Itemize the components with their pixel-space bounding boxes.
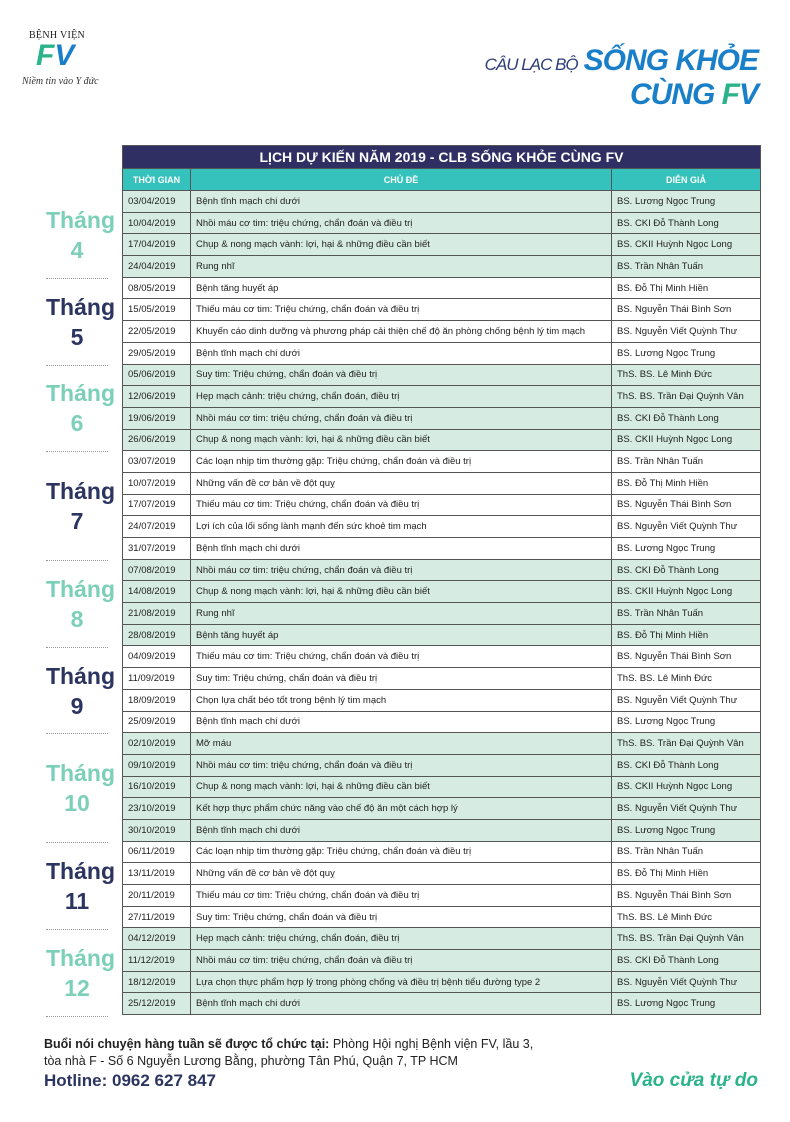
cell-topic: Rung nhĩ	[191, 603, 612, 625]
table-row	[123, 624, 761, 646]
table-row	[123, 256, 761, 278]
table-row	[123, 581, 761, 603]
cell-topic: Các loạn nhịp tim thường gặp: Triệu chứng, chẩn đoán và điều trị	[191, 451, 612, 473]
table-row	[123, 646, 761, 668]
cell-date: 17/07/2019	[123, 494, 191, 516]
cell-date: 12/06/2019	[123, 386, 191, 408]
cell-speaker: BS. CKII Huỳnh Ngọc Long	[612, 581, 761, 603]
cell-speaker: BS. Lương Ngọc Trung	[612, 342, 761, 364]
cell-speaker: BS. Trần Nhân Tuấn	[612, 841, 761, 863]
cell-topic: Lợi ích của lối sống lành mạnh đến sức khoẻ tim mạch	[191, 516, 612, 538]
cell-speaker: BS. Lương Ngọc Trung	[612, 711, 761, 733]
cell-date: 17/04/2019	[123, 234, 191, 256]
cell-date: 21/08/2019	[123, 603, 191, 625]
cell-topic: Lựa chọn thực phẩm hợp lý trong phòng chống và điều trị bệnh tiểu đường type 2	[191, 971, 612, 993]
cell-date: 22/05/2019	[123, 321, 191, 343]
schedule-table	[122, 145, 761, 1015]
table-row	[123, 538, 761, 560]
cell-topic: Thiếu máu cơ tim: Triệu chứng, chẩn đoán và điều trị	[191, 299, 612, 321]
table-row	[123, 321, 761, 343]
month-label	[46, 734, 115, 843]
cell-date: 03/07/2019	[123, 451, 191, 473]
logo-hospital-text: BỆNH VIỆN	[28, 30, 86, 41]
cell-speaker: BS. Đỗ Thị Minh Hiền	[612, 472, 761, 494]
cell-topic: Bệnh tĩnh mạch chi dưới	[191, 538, 612, 560]
cell-date: 10/07/2019	[123, 472, 191, 494]
cell-speaker: BS. Lương Ngọc Trung	[612, 191, 761, 213]
cell-date: 26/06/2019	[123, 429, 191, 451]
table-row	[123, 342, 761, 364]
cell-date: 07/08/2019	[123, 559, 191, 581]
cell-topic: Những vấn đề cơ bản về đột quỵ	[191, 863, 612, 885]
cell-topic: Bệnh tĩnh mạch chi dưới	[191, 993, 612, 1015]
table-row	[123, 798, 761, 820]
cell-speaker: BS. Nguyễn Thái Bình Sơn	[612, 885, 761, 907]
cell-speaker: BS. CKI Đỗ Thành Long	[612, 212, 761, 234]
table-row	[123, 711, 761, 733]
venue-line1: Phòng Hội nghị Bệnh viện FV, lầu 3,	[329, 1037, 534, 1051]
club-brand-f: F	[721, 78, 739, 111]
cell-topic: Các loạn nhịp tim thường gặp: Triệu chứng, chẩn đoán và điều trị	[191, 841, 612, 863]
cell-speaker: BS. CKII Huỳnh Ngọc Long	[612, 776, 761, 798]
table-title: LỊCH DỰ KIẾN NĂM 2019 - CLB SỐNG KHỎE CÙNG FV	[123, 146, 761, 169]
cell-speaker: BS. Trần Nhân Tuấn	[612, 451, 761, 473]
cell-topic: Nhồi máu cơ tim: triệu chứng, chẩn đoán và điều trị	[191, 950, 612, 972]
month-number: 9	[70, 692, 84, 719]
cell-topic: Chụp & nong mạch vành: lợi, hại & những điều cần biết	[191, 776, 612, 798]
cell-topic: Chọn lựa chất béo tốt trong bệnh lý tim mạch	[191, 689, 612, 711]
cell-speaker: BS. Lương Ngọc Trung	[612, 819, 761, 841]
cell-date: 11/12/2019	[123, 950, 191, 972]
table-row	[123, 906, 761, 928]
month-number: 6	[70, 410, 84, 437]
table-row	[123, 754, 761, 776]
cell-speaker: BS. CKI Đỗ Thành Long	[612, 559, 761, 581]
cell-topic: Suy tim: Triệu chứng, chẩn đoán và điều trị	[191, 668, 612, 690]
cell-speaker: BS. Đỗ Thị Minh Hiền	[612, 624, 761, 646]
table-row	[123, 494, 761, 516]
header-topic: CHỦ ĐỀ	[191, 169, 612, 191]
table-row	[123, 299, 761, 321]
month-label	[46, 279, 115, 366]
table-row	[123, 429, 761, 451]
cell-date: 06/11/2019	[123, 841, 191, 863]
cell-topic: Chụp & nong mạch vành: lợi, hại & những điều cần biết	[191, 581, 612, 603]
table-row	[123, 386, 761, 408]
cell-speaker: ThS. BS. Trần Đại Quỳnh Vân	[612, 928, 761, 950]
cell-topic: Thiếu máu cơ tim: Triệu chứng, chẩn đoán và điều trị	[191, 885, 612, 907]
month-word: Tháng	[46, 478, 115, 505]
table-row	[123, 668, 761, 690]
month-labels	[30, 192, 122, 1017]
cell-speaker: ThS. BS. Trần Đại Quỳnh Vân	[612, 386, 761, 408]
table-row	[123, 689, 761, 711]
club-title	[485, 44, 758, 112]
cell-speaker: BS. Lương Ngọc Trung	[612, 993, 761, 1015]
cell-speaker: BS. Trần Nhân Tuấn	[612, 603, 761, 625]
cell-topic: Chụp & nong mạch vành: lợi, hại & những điều cần biết	[191, 429, 612, 451]
cell-date: 25/09/2019	[123, 711, 191, 733]
cell-topic: Nhồi máu cơ tim: triệu chứng, chẩn đoán và điều trị	[191, 559, 612, 581]
cell-speaker: BS. CKI Đỗ Thành Long	[612, 950, 761, 972]
hotline: Hotline: 0962 627 847	[44, 1071, 216, 1090]
cell-speaker: ThS. BS. Trần Đại Quỳnh Vân	[612, 733, 761, 755]
cell-date: 16/10/2019	[123, 776, 191, 798]
cell-topic: Những vấn đề cơ bản về đột quỵ	[191, 472, 612, 494]
cell-date: 14/08/2019	[123, 581, 191, 603]
month-number: 10	[64, 790, 90, 817]
month-number: 4	[70, 236, 84, 263]
cell-date: 31/07/2019	[123, 538, 191, 560]
month-label	[46, 843, 115, 930]
cell-date: 04/12/2019	[123, 928, 191, 950]
table-row	[123, 950, 761, 972]
month-number: 8	[70, 605, 84, 632]
cell-speaker: BS. CKII Huỳnh Ngọc Long	[612, 429, 761, 451]
cell-speaker: BS. Trần Nhân Tuấn	[612, 256, 761, 278]
club-brand-v: V	[738, 78, 758, 111]
table-row	[123, 885, 761, 907]
cell-topic: Suy tim: Triệu chứng, chẩn đoán và điều trị	[191, 906, 612, 928]
cell-topic: Chụp & nong mạch vành: lợi, hại & những điều cần biết	[191, 234, 612, 256]
table-row	[123, 863, 761, 885]
month-label	[46, 561, 115, 648]
cell-date: 25/12/2019	[123, 993, 191, 1015]
month-number: 7	[70, 508, 84, 535]
cell-date: 24/07/2019	[123, 516, 191, 538]
cell-speaker: ThS. BS. Lê Minh Đức	[612, 906, 761, 928]
month-word: Tháng	[46, 944, 115, 971]
cell-topic: Nhồi máu cơ tim: triệu chứng, chẩn đoán và điều trị	[191, 754, 612, 776]
month-word: Tháng	[46, 206, 115, 233]
table-row	[123, 191, 761, 213]
cell-speaker: BS. Đỗ Thị Minh Hiền	[612, 863, 761, 885]
cell-topic: Thiếu máu cơ tim: Triệu chứng, chẩn đoán và điều trị	[191, 646, 612, 668]
cell-speaker: BS. Đỗ Thị Minh Hiền	[612, 277, 761, 299]
month-number: 5	[70, 323, 84, 350]
cell-topic: Kết hợp thực phẩm chức năng vào chế độ ăn một cách hợp lý	[191, 798, 612, 820]
cell-date: 10/04/2019	[123, 212, 191, 234]
cell-date: 11/09/2019	[123, 668, 191, 690]
month-number: 12	[64, 974, 90, 1001]
cell-speaker: BS. CKII Huỳnh Ngọc Long	[612, 234, 761, 256]
table-row	[123, 407, 761, 429]
cell-speaker: BS. Nguyễn Viết Quỳnh Thư	[612, 798, 761, 820]
cell-date: 09/10/2019	[123, 754, 191, 776]
logo-brand	[36, 39, 122, 72]
club-line2	[485, 78, 758, 112]
cell-speaker: ThS. BS. Lê Minh Đức	[612, 668, 761, 690]
club-prefix: CÂU LẠC BỘ	[484, 55, 578, 74]
month-word: Tháng	[46, 380, 115, 407]
cell-topic: Bệnh tĩnh mạch chi dưới	[191, 711, 612, 733]
table-row	[123, 993, 761, 1015]
table-row	[123, 819, 761, 841]
cell-speaker: BS. Nguyễn Viết Quỳnh Thư	[612, 689, 761, 711]
cell-date: 23/10/2019	[123, 798, 191, 820]
cell-date: 27/11/2019	[123, 906, 191, 928]
cell-speaker: BS. CKI Đỗ Thành Long	[612, 754, 761, 776]
cell-speaker: BS. Nguyễn Viết Quỳnh Thư	[612, 971, 761, 993]
header-time: THỜI GIAN	[123, 169, 191, 191]
cell-topic: Rung nhĩ	[191, 256, 612, 278]
cell-speaker: BS. Nguyễn Thái Bình Sơn	[612, 299, 761, 321]
cell-date: 08/05/2019	[123, 277, 191, 299]
table-row	[123, 516, 761, 538]
club-line1: SỐNG KHỎE	[583, 44, 758, 77]
logo-slogan: Niềm tin vào Y đức	[22, 76, 99, 87]
table-row	[123, 928, 761, 950]
month-word: Tháng	[46, 662, 115, 689]
table-row	[123, 776, 761, 798]
cell-topic: Bệnh tĩnh mạch chi dưới	[191, 819, 612, 841]
month-word: Tháng	[46, 575, 115, 602]
cell-topic: Bệnh tăng huyết áp	[191, 624, 612, 646]
cell-date: 18/12/2019	[123, 971, 191, 993]
cell-topic: Khuyến cáo dinh dưỡng và phương pháp cải thiện chế độ ăn phòng chống bệnh lý tim mạch	[191, 321, 612, 343]
cell-speaker: BS. Lương Ngọc Trung	[612, 538, 761, 560]
cell-speaker: BS. Nguyễn Viết Quỳnh Thư	[612, 516, 761, 538]
cell-topic: Bệnh tĩnh mạch chi dưới	[191, 191, 612, 213]
month-word: Tháng	[46, 857, 115, 884]
cell-date: 19/06/2019	[123, 407, 191, 429]
header-speaker: DIỄN GIẢ	[612, 169, 761, 191]
month-label	[46, 366, 115, 453]
month-word: Tháng	[46, 293, 115, 320]
cell-topic: Mỡ máu	[191, 733, 612, 755]
cell-speaker: ThS. BS. Lê Minh Đức	[612, 364, 761, 386]
cell-date: 30/10/2019	[123, 819, 191, 841]
table-row	[123, 603, 761, 625]
table-row	[123, 212, 761, 234]
month-label	[46, 930, 115, 1017]
table-row	[123, 472, 761, 494]
table-row	[123, 451, 761, 473]
venue-label: Buổi nói chuyện hàng tuần sẽ được tổ chức tại:	[44, 1037, 330, 1051]
cell-topic: Nhồi máu cơ tim: triệu chứng, chẩn đoán và điều trị	[191, 212, 612, 234]
cell-topic: Hẹp mạch cảnh: triệu chứng, chẩn đoán, điều trị	[191, 928, 612, 950]
cell-speaker: BS. CKI Đỗ Thành Long	[612, 407, 761, 429]
table-row	[123, 841, 761, 863]
month-label	[46, 452, 115, 561]
cell-date: 05/06/2019	[123, 364, 191, 386]
cell-date: 29/05/2019	[123, 342, 191, 364]
cell-date: 04/09/2019	[123, 646, 191, 668]
cell-speaker: BS. Nguyễn Viết Quỳnh Thư	[612, 321, 761, 343]
cell-topic: Nhồi máu cơ tim: triệu chứng, chẩn đoán và điều trị	[191, 407, 612, 429]
month-word: Tháng	[46, 760, 115, 787]
cell-date: 13/11/2019	[123, 863, 191, 885]
cell-date: 20/11/2019	[123, 885, 191, 907]
hospital-logo	[22, 30, 122, 87]
footer-info	[44, 1036, 533, 1089]
cell-topic: Thiếu máu cơ tim: Triệu chứng, chẩn đoán và điều trị	[191, 494, 612, 516]
cell-date: 03/04/2019	[123, 191, 191, 213]
logo-f: F	[36, 39, 55, 72]
cell-date: 28/08/2019	[123, 624, 191, 646]
cell-topic: Suy tim: Triệu chứng, chẩn đoán và điều trị	[191, 364, 612, 386]
cell-date: 15/05/2019	[123, 299, 191, 321]
cell-topic: Bệnh tĩnh mạch chi dưới	[191, 342, 612, 364]
table-row	[123, 364, 761, 386]
table-row	[123, 234, 761, 256]
table-row	[123, 971, 761, 993]
cell-topic: Hẹp mạch cảnh: triệu chứng, chẩn đoán, điều trị	[191, 386, 612, 408]
logo-v: V	[54, 39, 75, 72]
month-label	[46, 192, 115, 279]
cell-speaker: BS. Nguyễn Thái Bình Sơn	[612, 494, 761, 516]
cell-date: 18/09/2019	[123, 689, 191, 711]
table-row	[123, 559, 761, 581]
cell-speaker: BS. Nguyễn Thái Bình Sơn	[612, 646, 761, 668]
month-number: 11	[64, 887, 90, 914]
table-row	[123, 277, 761, 299]
table-row	[123, 733, 761, 755]
free-entry: Vào cửa tự do	[629, 1070, 758, 1091]
club-cung: CÙNG	[629, 78, 715, 111]
cell-topic: Bệnh tăng huyết áp	[191, 277, 612, 299]
cell-date: 24/04/2019	[123, 256, 191, 278]
cell-date: 02/10/2019	[123, 733, 191, 755]
venue-line2: tòa nhà F - Số 6 Nguyễn Lương Bằng, phường Tân Phú, Quận 7, TP HCM	[44, 1054, 458, 1068]
month-label	[46, 648, 115, 735]
